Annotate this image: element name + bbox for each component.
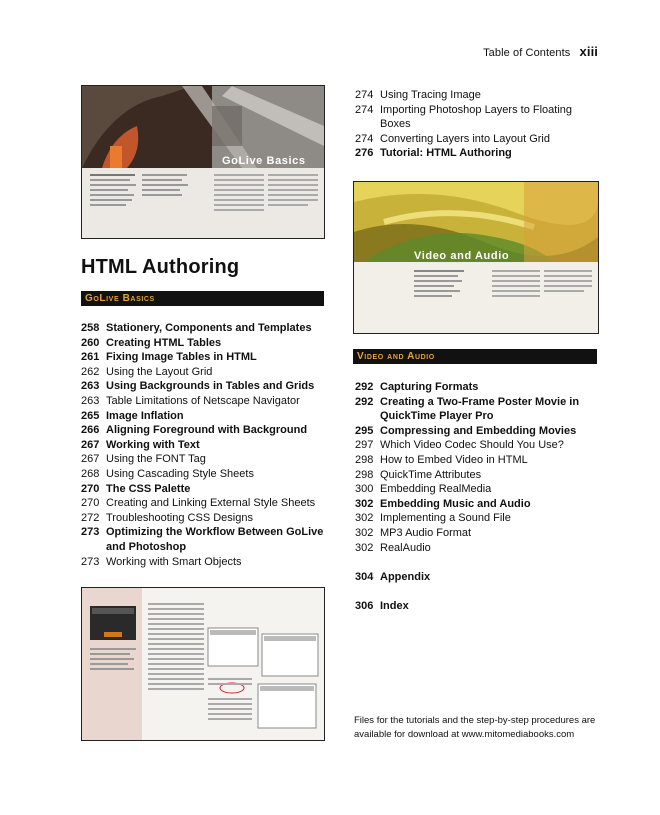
- golive-basics-spread-image: [82, 86, 324, 238]
- toc-entry-title: Working with Text: [106, 438, 200, 451]
- page-number: xiii: [579, 44, 598, 59]
- toc-entry[interactable]: [81, 482, 331, 497]
- toc-entry[interactable]: [81, 438, 331, 453]
- toc-page-number: 302: [355, 512, 374, 525]
- toc-entry[interactable]: [355, 497, 600, 512]
- toc-entry-title: Creating HTML Tables: [106, 336, 222, 349]
- toc-page-number: 295: [355, 424, 374, 437]
- toc-entry-title: QuickTime Attributes: [380, 468, 482, 481]
- toc-entry-title: Table Limitations of Netscape Navigator: [106, 394, 300, 407]
- toc-right-entries: [355, 380, 600, 555]
- download-note: Files for the tutorials and the step-by-step procedures are available for download at www.mitomediabooks.com: [354, 715, 596, 740]
- toc-entry-title: Compressing and Embedding Movies: [380, 424, 577, 437]
- screenshot-spread-image: [82, 588, 324, 740]
- toc-entry-title: Using Tracing Image: [380, 89, 481, 101]
- toc-entry[interactable]: [355, 103, 600, 132]
- toc-entry-title: Tutorial: HTML Authoring: [380, 147, 512, 160]
- toc-page-number: 298: [355, 468, 374, 481]
- toc-entry-title: Converting Layers into Layout Grid: [380, 132, 550, 145]
- toc-entry[interactable]: [355, 424, 600, 439]
- toc-entry[interactable]: [81, 394, 331, 409]
- toc-entry[interactable]: [355, 438, 600, 453]
- toc-spacer: [355, 555, 600, 570]
- toc-page-number: 263: [81, 394, 100, 407]
- video-audio-thumbnail: [353, 181, 599, 334]
- toc-page-number: 267: [81, 453, 100, 466]
- toc-page-number: 260: [81, 336, 100, 349]
- toc-entry-title: Importing Photoshop Layers to Floating Boxes: [380, 103, 573, 131]
- toc-entry-title: MP3 Audio Format: [380, 526, 472, 539]
- toc-entry[interactable]: [355, 380, 600, 395]
- toc-page-number: 273: [81, 555, 100, 568]
- toc-entry[interactable]: [81, 321, 331, 336]
- toc-page-number: 266: [81, 424, 100, 437]
- toc-entry[interactable]: [81, 452, 331, 467]
- toc-page-number: 261: [81, 351, 100, 364]
- video-audio-bar: Video and Audio: [353, 349, 597, 364]
- toc-page-number: 302: [355, 526, 374, 539]
- toc-entry-title: Embedding RealMedia: [380, 483, 492, 496]
- toc-entry-title: Image Inflation: [106, 409, 184, 422]
- toc-entry[interactable]: [81, 379, 331, 394]
- toc-left-list: [81, 321, 331, 569]
- toc-page-number: 300: [355, 483, 374, 496]
- toc-entry[interactable]: [355, 511, 600, 526]
- toc-page-number: 273: [81, 526, 100, 539]
- toc-page-number: 292: [355, 381, 374, 393]
- toc-entry-title: Using the Layout Grid: [106, 365, 213, 378]
- toc-entry-title: Optimizing the Workflow Between GoLive and Photoshop: [106, 526, 324, 553]
- toc-entry[interactable]: [81, 350, 331, 365]
- toc-entry-title: Index: [380, 599, 409, 612]
- toc-page-number: 304: [355, 570, 374, 583]
- toc-page-number: 274: [355, 103, 374, 116]
- toc-entry[interactable]: [81, 525, 331, 554]
- toc-entry-title: Using Cascading Style Sheets: [106, 467, 254, 480]
- toc-right-top-list: [355, 88, 600, 161]
- toc-page-number: 263: [81, 380, 100, 393]
- toc-page-number: 267: [81, 438, 100, 451]
- toc-entry[interactable]: [81, 336, 331, 351]
- thumb1-chapter-title: GoLive Basics: [222, 155, 306, 167]
- toc-entry[interactable]: [81, 409, 331, 424]
- video-audio-spread-image: [354, 182, 598, 333]
- toc-page-number: 298: [355, 453, 374, 466]
- golive-basics-bar: GoLive Basics: [81, 291, 324, 306]
- header-section: Table of Contents: [483, 47, 571, 59]
- toc-page-number: 306: [355, 599, 374, 612]
- toc-entry-title: Creating a Two-Frame Poster Movie in QuickTime Player Pro: [380, 395, 580, 423]
- toc-entry-title: Using Backgrounds in Tables and Grids: [106, 380, 315, 393]
- toc-entry-title: How to Embed Video in HTML: [380, 453, 528, 466]
- toc-entry-index[interactable]: [355, 599, 600, 614]
- toc-page-number: 274: [355, 132, 374, 145]
- toc-entry[interactable]: [81, 467, 331, 482]
- toc-entry-appendix[interactable]: [355, 570, 600, 585]
- toc-entry[interactable]: [355, 541, 600, 556]
- toc-entry-title: Working with Smart Objects: [106, 555, 242, 568]
- toc-entry-title: Aligning Foreground with Background: [106, 424, 308, 437]
- toc-entry[interactable]: [355, 395, 600, 424]
- toc-entry-title: Fixing Image Tables in HTML: [106, 351, 257, 364]
- toc-page-number: 265: [81, 409, 100, 422]
- toc-entry[interactable]: [355, 453, 600, 468]
- toc-page-number: 302: [355, 541, 374, 554]
- toc-page-number: 276: [355, 147, 374, 160]
- toc-entry-title: Implementing a Sound File: [380, 512, 511, 525]
- toc-page-number: 292: [355, 395, 374, 408]
- screenshot-spread-thumbnail: [81, 587, 325, 741]
- toc-entry[interactable]: [81, 511, 331, 526]
- toc-page-number: 297: [355, 439, 374, 452]
- toc-page-number: 270: [81, 497, 100, 510]
- golive-basics-thumbnail: [81, 85, 325, 239]
- toc-entry[interactable]: [81, 496, 331, 511]
- toc-entry[interactable]: [355, 132, 600, 147]
- toc-entry[interactable]: [355, 88, 600, 103]
- toc-entry-title: Appendix: [380, 570, 431, 583]
- toc-page-number: 270: [81, 482, 100, 495]
- toc-page-number: 302: [355, 497, 374, 510]
- toc-entry-title: Embedding Music and Audio: [380, 497, 531, 510]
- toc-entry-title: Stationery, Components and Templates: [106, 322, 312, 334]
- toc-entry-title: Capturing Formats: [380, 381, 479, 393]
- toc-entry-title: Which Video Codec Should You Use?: [380, 439, 564, 452]
- toc-entry[interactable]: [355, 146, 600, 161]
- toc-entry[interactable]: [81, 555, 331, 570]
- running-header: [483, 44, 598, 59]
- toc-entry-title: The CSS Palette: [106, 482, 191, 495]
- toc-spacer: [355, 584, 600, 599]
- toc-entry[interactable]: [355, 468, 600, 483]
- toc-entry-title: RealAudio: [380, 541, 431, 554]
- section-title: HTML Authoring: [81, 256, 240, 278]
- toc-entry[interactable]: [81, 423, 331, 438]
- toc-page-number: 258: [81, 322, 100, 334]
- toc-page-number: 272: [81, 511, 100, 524]
- toc-page-number: 268: [81, 467, 100, 480]
- toc-right-list: [355, 380, 600, 614]
- thumb2-chapter-title: Video and Audio: [414, 250, 510, 262]
- toc-entry[interactable]: [81, 365, 331, 380]
- toc-entry[interactable]: [355, 482, 600, 497]
- toc-entry-title: Using the FONT Tag: [106, 453, 206, 466]
- toc-page-number: 274: [355, 89, 374, 101]
- toc-entry-title: Creating and Linking External Style Sheets: [106, 497, 316, 510]
- toc-page-number: 262: [81, 365, 100, 378]
- toc-entry-title: Troubleshooting CSS Designs: [106, 511, 253, 524]
- toc-entry[interactable]: [355, 526, 600, 541]
